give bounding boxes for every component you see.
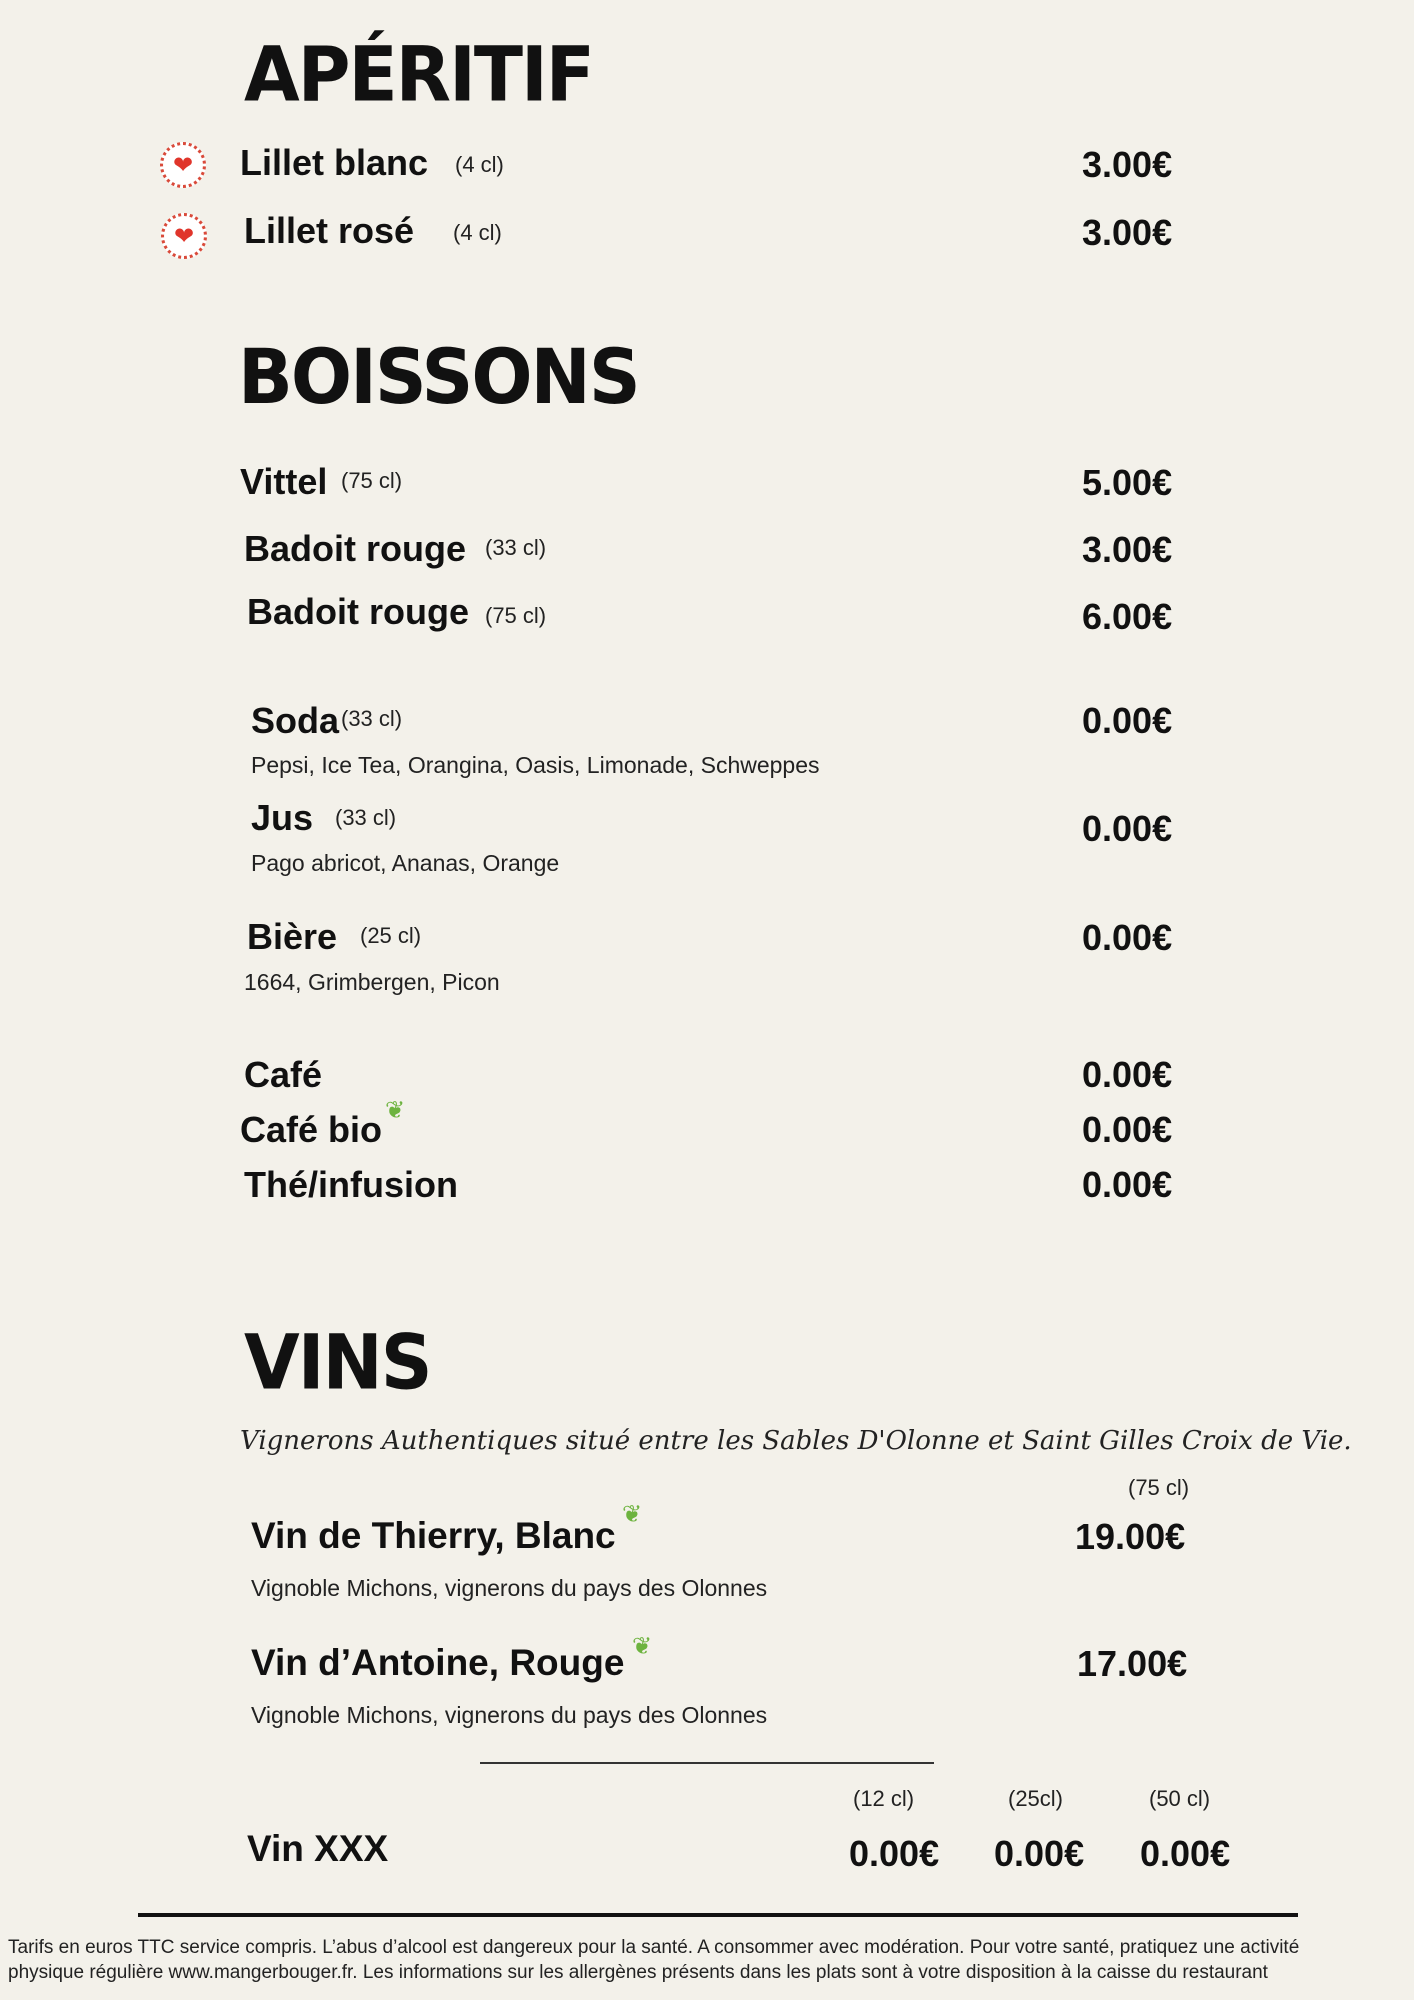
boisson-item-price: 0.00€ (1082, 808, 1173, 849)
vin-glass-price: 0.00€ (1140, 1833, 1231, 1874)
footer-rule (138, 1913, 1298, 1917)
footer-notice-line1: Tarifs en euros TTC service compris. L’abus d’alcool est dangereux pour la santé. A consommer avec modération. Pour votre santé, pratiquez une activité (8, 1937, 1300, 1958)
leaf-icon: ❦ (622, 1501, 643, 1528)
boisson-item-name: Vittel (240, 461, 328, 502)
boisson-item-price: 0.00€ (1082, 1054, 1173, 1095)
boisson-item-volume: (33 cl) (335, 805, 397, 830)
boisson-item-price: 0.00€ (1082, 1109, 1173, 1150)
divider (480, 1762, 934, 1764)
boisson-item-price: 0.00€ (1082, 1164, 1173, 1205)
heart-icon: ❤ (160, 142, 206, 188)
boisson-item-price: 5.00€ (1082, 462, 1173, 503)
boisson-item-name: Badoit rouge (247, 591, 469, 632)
aperitif-item-volume: (4 cl) (455, 152, 504, 177)
boisson-item-volume: (25 cl) (360, 923, 422, 948)
boisson-item-name: Jus (251, 797, 314, 838)
boisson-item-volume: (75 cl) (485, 603, 547, 628)
boisson-item-price: 0.00€ (1082, 917, 1173, 958)
aperitif-item-volume: (4 cl) (453, 220, 502, 245)
boisson-item-name: Café bio (240, 1109, 383, 1150)
aperitif-item-price: 3.00€ (1082, 212, 1173, 253)
boisson-item-volume: (75 cl) (341, 468, 403, 493)
heart-icon: ❤ (161, 213, 207, 259)
aperitif-item-price: 3.00€ (1082, 144, 1173, 185)
boissons-title: BOISSONS (238, 332, 639, 422)
boisson-item-volume: (33 cl) (485, 535, 547, 560)
boisson-item-name: Soda (251, 700, 340, 741)
vins-subtitle: Vignerons Authentiques situé entre les Sables D'Olonne et Saint Gilles Croix de Vie. (240, 1426, 1352, 1456)
footer-notice-line2: physique régulière www.mangerbouger.fr. Les informations sur les allergènes présents dans les plats sont à votre disposition à la caisse du restaurant (8, 1962, 1268, 1983)
boisson-item-name: Café (244, 1054, 323, 1095)
vin-item-description: Vignoble Michons, vignerons du pays des Olonnes (251, 1575, 768, 1601)
aperitif-item-name: Lillet rosé (244, 210, 415, 251)
leaf-icon: ❦ (385, 1097, 406, 1124)
glass-size-header: (12 cl) (853, 1786, 915, 1811)
vin-glass-price: 0.00€ (849, 1833, 940, 1874)
boisson-item-price: 3.00€ (1082, 529, 1173, 570)
vin-item-description: Vignoble Michons, vignerons du pays des Olonnes (251, 1702, 768, 1728)
vin-item-price: 19.00€ (1075, 1516, 1186, 1557)
aperitif-title: APÉRITIF (244, 29, 593, 119)
aperitif-item-name: Lillet blanc (240, 142, 429, 183)
glass-size-header: (25cl) (1008, 1786, 1064, 1811)
vin-item-name: Vin de Thierry, Blanc (251, 1515, 616, 1556)
leaf-icon: ❦ (632, 1633, 653, 1660)
vin-glass-price: 0.00€ (994, 1833, 1085, 1874)
boisson-item-volume: (33 cl) (341, 706, 403, 731)
boisson-item-name: Badoit rouge (244, 528, 466, 569)
vin-glass-name: Vin XXX (247, 1828, 389, 1869)
vins-title: VINS (244, 1317, 431, 1407)
boisson-item-price: 6.00€ (1082, 596, 1173, 637)
boisson-item-description: Pepsi, Ice Tea, Orangina, Oasis, Limonade, Schweppes (251, 752, 820, 778)
boisson-item-description: 1664, Grimbergen, Picon (244, 969, 500, 995)
vin-item-name: Vin d’Antoine, Rouge (251, 1642, 625, 1683)
vins-volume-header: (75 cl) (1128, 1475, 1190, 1500)
boisson-item-name: Thé/infusion (244, 1164, 458, 1205)
vin-item-price: 17.00€ (1077, 1643, 1188, 1684)
boisson-item-description: Pago abricot, Ananas, Orange (251, 850, 560, 876)
glass-size-header: (50 cl) (1149, 1786, 1211, 1811)
boisson-item-name: Bière (247, 916, 338, 957)
boisson-item-price: 0.00€ (1082, 700, 1173, 741)
